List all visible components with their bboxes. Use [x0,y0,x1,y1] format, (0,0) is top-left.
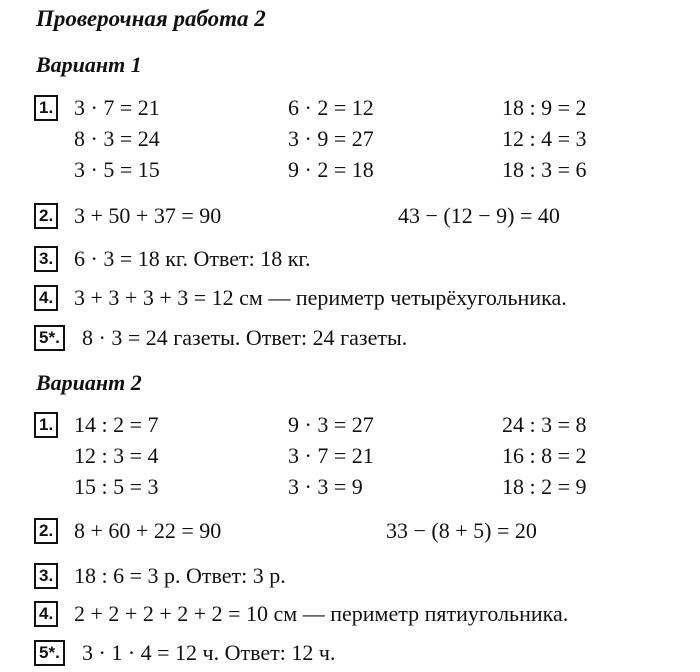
v2-task1-expr: 18 : 2 = 9 [502,474,587,499]
variant2-heading: Вариант 2 [36,370,142,395]
v2-task4-text: 2 + 2 + 2 + 2 + 2 = 10 см — периметр пятиугольника. [74,601,569,626]
v2-task1-expr: 24 : 3 = 8 [502,412,587,437]
v2-task1-expr: 16 : 8 = 2 [502,443,587,468]
v1-task1-expr: 3 · 7 = 21 [74,95,160,120]
v1-task1-expr: 12 : 4 = 3 [502,126,587,151]
v2-task5-text: 3 · 1 · 4 = 12 ч. Ответ: 12 ч. [82,640,336,665]
v1-task2-number: 2. [34,203,58,229]
v2-task2-number: 2. [34,518,58,544]
page-title: Проверочная работа 2 [36,6,266,31]
v1-task5-text: 8 · 3 = 24 газеты. Ответ: 24 газеты. [82,325,408,350]
variant1-heading: Вариант 1 [36,52,142,77]
v1-task3-number: 3. [34,246,58,272]
v1-task1-expr: 3 · 9 = 27 [288,126,374,151]
v2-task1-expr: 3 · 7 = 21 [288,443,374,468]
v1-task1-number: 1. [34,95,58,121]
v2-task2-expr2: 33 − (8 + 5) = 20 [386,518,537,543]
v2-task5-number: 5*. [34,640,65,666]
v1-task1-expr: 6 · 2 = 12 [288,95,374,120]
v1-task2-expr2: 43 − (12 − 9) = 40 [398,203,560,228]
v1-task4-number: 4. [34,285,58,311]
v1-task5-number: 5*. [34,325,65,351]
v1-task2-expr1: 3 + 50 + 37 = 90 [74,203,222,228]
v1-task4-text: 3 + 3 + 3 + 3 = 12 см — периметр четырёхугольника. [74,285,567,310]
v1-task1-expr: 3 · 5 = 15 [74,157,160,182]
v2-task1-expr: 14 : 2 = 7 [74,412,159,437]
v1-task1-expr: 18 : 9 = 2 [502,95,587,120]
v2-task3-text: 18 : 6 = 3 р. Ответ: 3 р. [74,563,286,588]
v1-task1-expr: 9 · 2 = 18 [288,157,374,182]
v1-task3-text: 6 · 3 = 18 кг. Ответ: 18 кг. [74,246,311,271]
v2-task1-number: 1. [34,412,58,438]
v2-task1-expr: 12 : 3 = 4 [74,443,159,468]
v1-task1-expr: 18 : 3 = 6 [502,157,587,182]
v2-task1-expr: 15 : 5 = 3 [74,474,159,499]
v2-task1-expr: 9 · 3 = 27 [288,412,374,437]
v2-task3-number: 3. [34,563,58,589]
v2-task4-number: 4. [34,601,58,627]
v1-task1-expr: 8 · 3 = 24 [74,126,160,151]
v2-task2-expr1: 8 + 60 + 22 = 90 [74,518,222,543]
v2-task1-expr: 3 · 3 = 9 [288,474,363,499]
